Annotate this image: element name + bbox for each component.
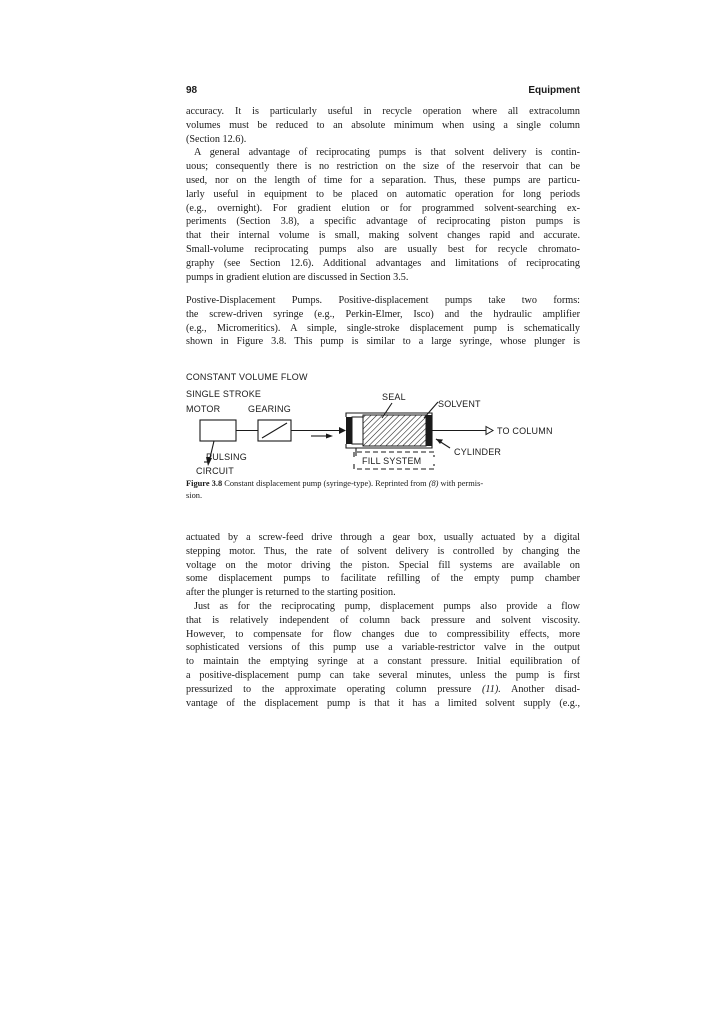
paragraph-2: [186, 146, 580, 284]
text-line: periments (Section 3.8), a specific advantage of reciprocating piston pumps is: [186, 216, 580, 228]
text-line: Just as for the reciprocating pump, displacement pumps also provide a flow: [194, 601, 580, 612]
section-runin-heading: Postive-Displacement Pumps.: [186, 295, 323, 306]
plunger-head: [346, 417, 352, 444]
caption-text: with permis-: [440, 479, 484, 488]
figure-caption: [186, 478, 580, 502]
pulsing-label: PULSING: [206, 452, 247, 462]
chapter-title: Equipment: [528, 85, 580, 96]
text-line: graphy (see Section 12.6). Additional advantages and limitations of reciprocating: [186, 257, 580, 269]
text-line: that is relatively independent of column back pressure and solvent viscosity.: [186, 614, 580, 626]
rod-arrow-icon: [339, 427, 346, 434]
caption-reference: (8): [428, 479, 439, 488]
text-line: volumes must be reduced to an absolute minimum when using a single column: [186, 119, 580, 131]
figure-label: Figure 3.8: [186, 479, 223, 488]
gearing-label: GEARING: [248, 404, 291, 414]
caption-line: sion.: [186, 491, 203, 500]
figure-3-8: [186, 368, 580, 480]
text-line: after the plunger is returned to the starting position.: [186, 587, 396, 599]
outlet-arrow-icon: [486, 427, 493, 435]
text-line: vantage of the displacement pump is that it has a limited solvent supply (e.g.,: [186, 697, 580, 709]
fill-system-label: FILL SYSTEM: [362, 456, 422, 466]
text-line: that their internal volume is small, making solvent changes rapid and accurate.: [186, 230, 580, 242]
text-line: A general advantage of reciprocating pumps is that solvent delivery is contin-: [194, 147, 580, 159]
text-line: voltage on the motor driving the piston. Special fill systems are available on: [186, 559, 580, 571]
text-line: (e.g., Micromeritics). A simple, single-stroke displacement pump is schematically: [186, 322, 580, 334]
paragraph-5: [186, 600, 580, 710]
text-line: stepping motor. Thus, the rate of solvent delivery is controlled by changing the: [186, 545, 580, 557]
citation-reference: (11).: [482, 683, 501, 695]
text-line: larly useful in equipment to be placed on automatic operation for long periods: [186, 188, 580, 200]
text-line: [186, 294, 580, 308]
text-line: used, nor on the length of time for a separation. Thus, these pumps are particu-: [186, 174, 580, 186]
cylinder-end-wall: [426, 415, 432, 446]
text-span: pressurized to the approximate operating column pressure: [186, 683, 472, 695]
cylinder-label: CYLINDER: [454, 447, 502, 457]
text-line: a positive-displacement pump can take several minutes, unless the pump is first: [186, 669, 580, 681]
text-line: the screw-driven syringe (e.g., Perkin-Elmer, Isco) and the hydraulic amplifier: [186, 308, 580, 320]
text-line: to maintain the emptying syringe at a constant pressure. Initial equilibration of: [186, 656, 580, 668]
text-line: actuated by a screw-feed drive through a gear box, usually actuated by a digital: [186, 532, 580, 543]
text-line: [186, 683, 580, 697]
diagram-title: CONSTANT VOLUME FLOW: [186, 372, 308, 382]
direction-arrow-icon: [326, 434, 333, 439]
page-header: [186, 85, 580, 99]
text-span: Another disad-: [510, 683, 581, 695]
solvent-label: SOLVENT: [438, 399, 481, 409]
text-span: Positive-displacement pumps take two forms:: [338, 295, 580, 306]
caption-line: [186, 478, 580, 490]
paragraph-3: [186, 294, 580, 349]
text-line: pumps in gradient elution are discussed in Section 3.5.: [186, 271, 409, 283]
plunger-seal: [352, 417, 363, 444]
caption-text: Constant displacement pump (syringe-type). Reprinted from: [224, 479, 427, 488]
paragraph-1: [186, 105, 580, 146]
text-line: Small-volume reciprocating pumps also are usually best for recycle chromato-: [186, 243, 580, 255]
motor-label: MOTOR: [186, 404, 221, 414]
solvent-chamber: [363, 415, 426, 446]
to-column-label: TO COLUMN: [497, 426, 553, 436]
paragraph-4: [186, 531, 580, 600]
text-line: some displacement pumps to facilitate refilling of the empty pump chamber: [186, 573, 580, 585]
text-line: accuracy. It is particularly useful in recycle operation where all extracolumn: [186, 106, 580, 117]
text-line: (e.g., overnight). For gradient elution or for programmed solvent-searching ex-: [186, 202, 580, 214]
pump-schematic: [186, 368, 580, 480]
circuit-label: CIRCUIT: [196, 466, 234, 476]
text-line: uous; consequently there is no restriction on the size of the reservoir that can be: [186, 161, 580, 173]
text-line: shown in Figure 3.8. This pump is similar to a large syringe, whose plunger is: [186, 336, 580, 348]
seal-label: SEAL: [382, 392, 406, 402]
text-line: However, to compensate for flow changes due to compressibility effects, more: [186, 628, 580, 640]
page-number: 98: [186, 85, 198, 96]
gearing-diagonal: [262, 423, 287, 438]
motor-box: [200, 420, 236, 441]
single-stroke-label: SINGLE STROKE: [186, 389, 262, 399]
text-line: sophisticated versions of this pump use a variable-restrictor valve in the output: [186, 642, 580, 654]
text-line: (Section 12.6).: [186, 133, 247, 145]
